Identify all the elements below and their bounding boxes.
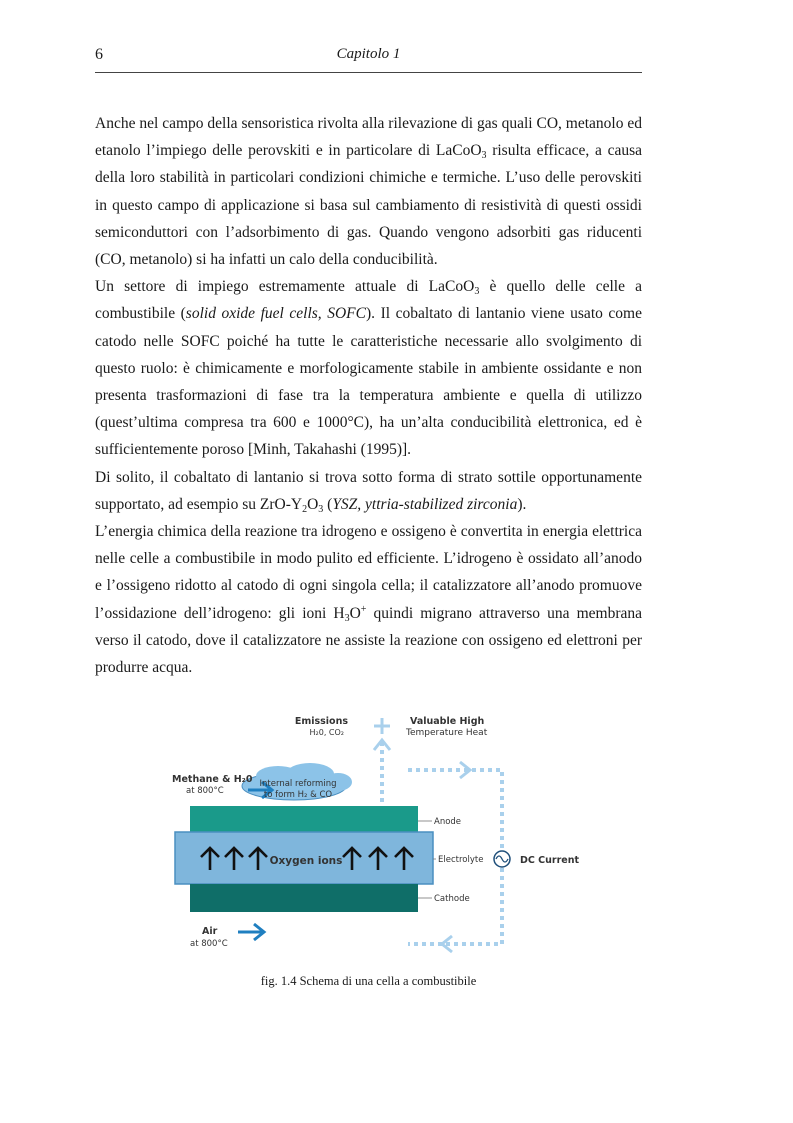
paragraph-3: Di solito, il cobaltato di lantanio si trova sotto forma di strato sottile opportunamente supportato, ad esempio su ZrO-$Y_2O_3$ (YSZ, yttria-stabilized zirconia). — [95, 468, 642, 515]
paragraph-1: Anche nel campo della sensoristica rivolta alla rilevazione di gas quali CO, metanolo ed etanolo l’impiego delle perovskiti e in particolare di LaCoO$_3$ risulta efficace, a causa della loro stabilità in particolari condizioni chimiche e termiche. L’uso delle perovskiti in questo campo di applicazione si basa sul cambiamento di resistività di questi ossidi semiconduttori con l’adsorbimento di gas. Quando vengono adsorbiti gas riducenti (CO, metanolo) si ha infatti un calo della conducibilità. — [95, 115, 642, 269]
anode-layer — [190, 806, 418, 832]
heat-label-2: Temperature Heat — [406, 728, 488, 738]
reforming-label-1: Internal reforming — [259, 779, 337, 789]
methane-temp-label: at 800°C — [186, 786, 224, 796]
body-text — [95, 110, 642, 681]
oxygen-ions-label: Oxygen ions — [269, 855, 343, 867]
reforming-label-2: to form H₂ & CO — [263, 790, 333, 800]
header-rule — [95, 72, 642, 73]
emissions-label: Emissions — [294, 716, 348, 727]
paragraph-4: L’energia chimica della reazione tra idrogeno e ossigeno è convertita in energia elettrica nelle celle a combustibile in modo pulito ed efficiente. L’idrogeno è ossidato all’anodo e l’ossigeno ridotto al catodo di ogni singola cella; il catalizzatore all’anodo promuove l’ossidazione dell’idrogeno: gli ioni $H_3O^+$ quindi migrano attraverso una membrana verso il catodo, dove il catalizzatore ne assiste la reazione con ossigeno ed elettroni per produrre acqua. — [95, 523, 643, 677]
heat-label-1: Valuable High — [410, 716, 485, 727]
chapter-title: Capitolo 1 — [336, 46, 401, 62]
methane-label: Methane & H₂0 — [172, 774, 253, 785]
page-header — [95, 46, 642, 68]
cathode-layer — [190, 884, 418, 912]
figure-caption: fig. 1.4 Schema di una cella a combustibile — [260, 974, 477, 988]
dc-current-label: DC Current — [520, 855, 580, 866]
paragraph-2: Un settore di impiego estremamente attuale di LaCoO$_3$ è quello delle celle a combustibile (solid oxide fuel cells, SOFC). Il cobaltato di lantanio viene usato come catodo nelle SOFC poiché ha tutte le caratteristiche necessarie allo svolgimento di questo ruolo: è chimicamente e morfologicamente stabile in ambiente ossidante e non presenta trasformazioni di fase tra la temperatura ambiente e quella di utilizzo (quest’ultima compresa tra 600 e 1000°C), ha un’alta conducibilità elettronica, ed è sufficientemente poroso [Minh, Takahashi (1995)]. — [95, 278, 642, 459]
cathode-label: Cathode — [434, 894, 470, 904]
anode-label: Anode — [434, 817, 462, 827]
electrolyte-label: Electrolyte — [438, 855, 484, 865]
page-number: 6 — [95, 46, 103, 63]
fuel-cell-diagram — [160, 706, 620, 966]
fuel-cell-svg — [160, 706, 620, 966]
emissions-sub-label: H₂0, CO₂ — [309, 728, 344, 737]
emissions-plus-icon — [374, 718, 390, 734]
air-temp-label: at 800°C — [190, 939, 228, 949]
air-label: Air — [202, 926, 218, 937]
